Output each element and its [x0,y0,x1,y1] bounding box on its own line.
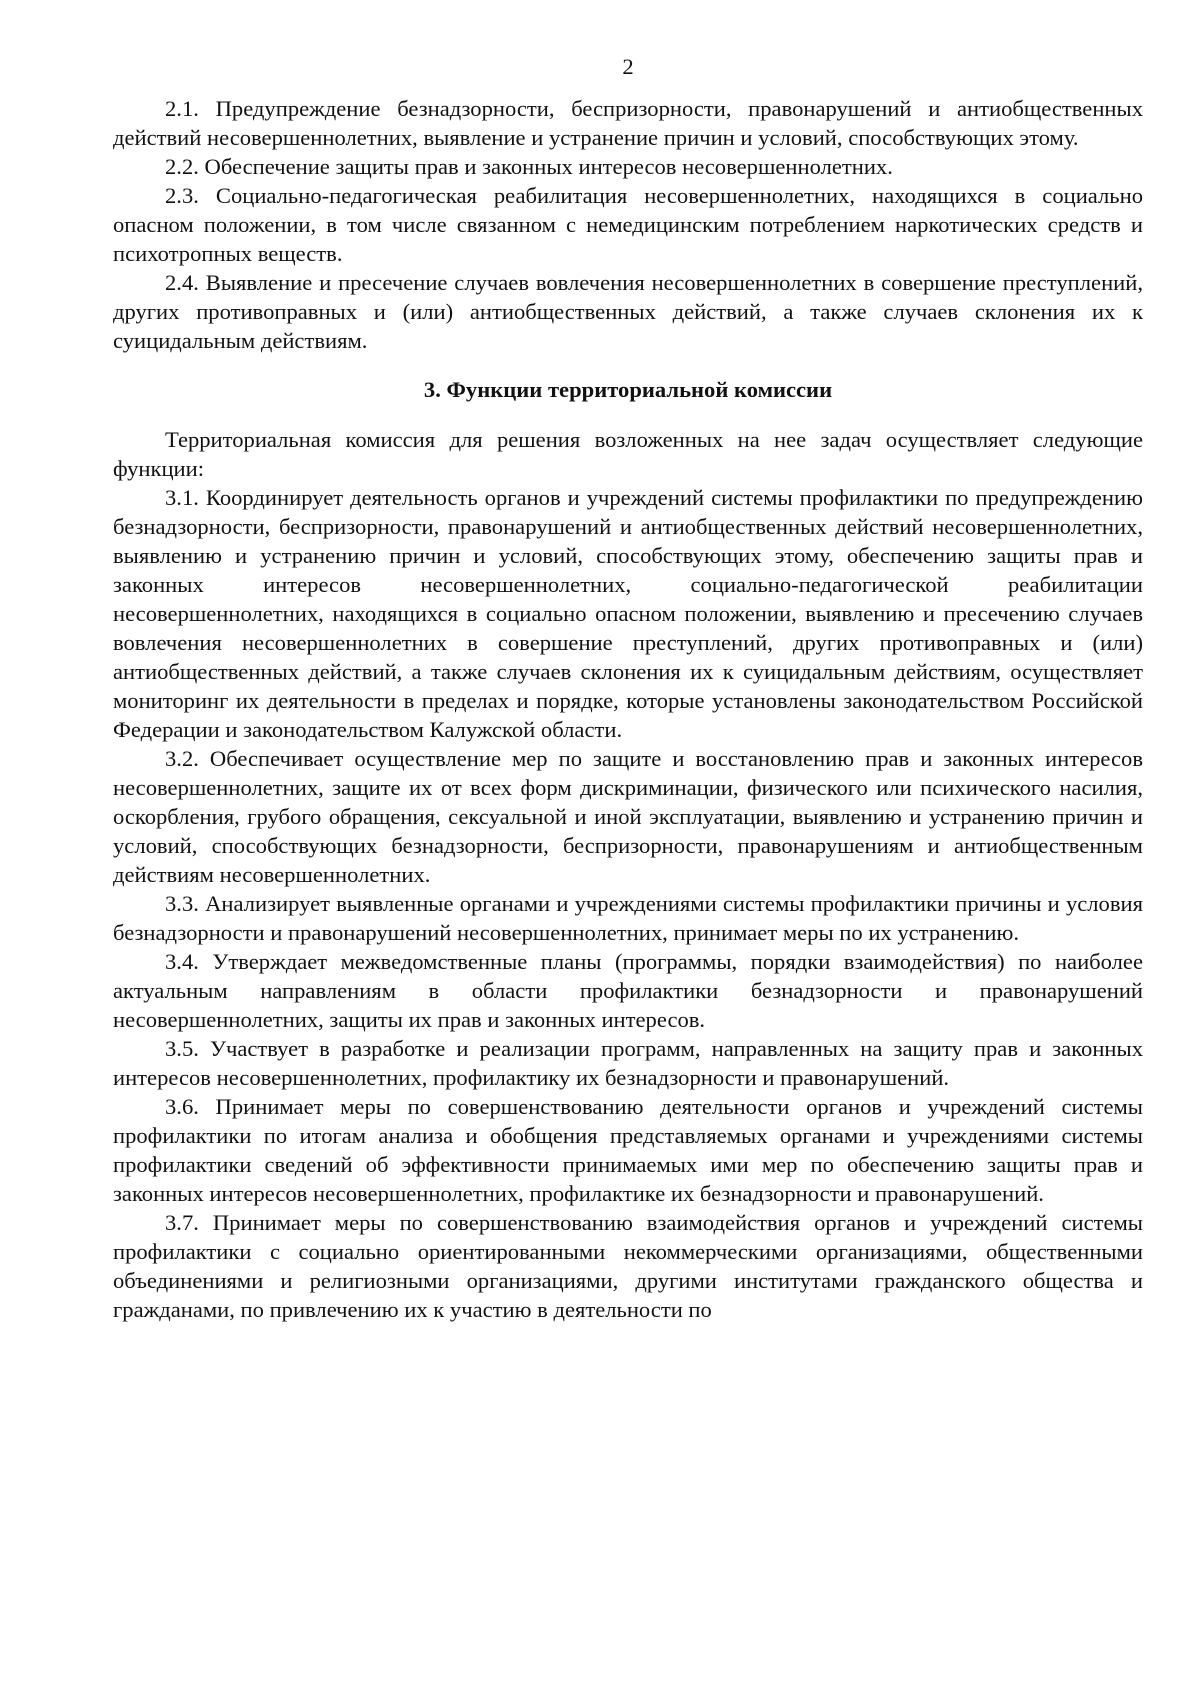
paragraph-3-2: 3.2. Обеспечивает осуществление мер по защите и восстановлению прав и законных интересов несовершеннолетних, защите их от всех форм дискриминации, физического или психического насилия, оскорбления, грубого обращения, сексуальной и иной эксплуатации, выявлению и устранению причин и условий, способствующих безнадзорности, беспризорности, правонарушениям и антиобщественным действиям несовершеннолетних. [113,746,1143,887]
page-number: 2 [622,54,634,79]
section-3-functions [113,375,1143,1324]
paragraph-3-6: 3.6. Принимает меры по совершенствованию деятельности органов и учреждений системы профилактики по итогам анализа и обобщения представляемых органами и учреждениями системы профилактики сведений об эффективности принимаемых ими мер по обеспечению защиты прав и законных интересов несовершеннолетних, профилактике их безнадзорности и правонарушений. [113,1094,1143,1206]
paragraph-2-1: 2.1. Предупреждение безнадзорности, беспризорности, правонарушений и антиобщественных действий несовершеннолетних, выявление и устранение причин и условий, способствующих этому. [113,96,1143,150]
paragraph-3-3: 3.3. Анализирует выявленные органами и учреждениями системы профилактики причины и условия безнадзорности и правонарушений несовершеннолетних, принимает меры по их устранению. [113,891,1143,945]
paragraph-2-2: 2.2. Обеспечение защиты прав и законных интересов несовершеннолетних. [165,154,893,179]
paragraph-3-5: 3.5. Участвует в разработке и реализации программ, направленных на защиту прав и законных интересов несовершеннолетних, профилактику их безнадзорности и правонарушений. [113,1036,1143,1090]
paragraph-2-3: 2.3. Социально-педагогическая реабилитация несовершеннолетних, находящихся в социально опасном положении, в том числе связанном с немедицинским потреблением наркотических средств и психотропных веществ. [113,183,1143,266]
section-3-heading: 3. Функции территориальной комиссии [423,377,833,402]
section-2-tasks [113,94,1143,355]
paragraph-3-1: 3.1. Координирует деятельность органов и учреждений системы профилактики по предупреждению безнадзорности, беспризорности, правонарушений и антиобщественных действий несовершеннолетних, выявлению и устранению причин и условий, способствующих этому, обеспечению защиты прав и законных интересов несовершеннолетних, социально-педагогической реабилитации несовершеннолетних, находящихся в социально опасном положении, выявлению и пресечению случаев вовлечения несовершеннолетних в совершение преступлений, других противоправных и (или) антиобщественных действий, а также случаев склонения их к суицидальным действиям, осуществляет мониторинг их деятельности в пределах и порядке, которые установлены законодательством Российской Федерации и законодательством Калужской области. [113,485,1143,742]
paragraph-3-4: 3.4. Утверждает межведомственные планы (программы, порядки взаимодействия) по наиболее актуальным направлениям в области профилактики безнадзорности и правонарушений несовершеннолетних, защиты их прав и законных интересов. [113,949,1143,1032]
section-3-intro: Территориальная комиссия для решения возложенных на нее задач осуществляет следующие функции: [113,427,1143,481]
paragraph-2-4: 2.4. Выявление и пресечение случаев вовлечения несовершеннолетних в совершение преступлений, других противоправных и (или) антиобщественных действий, а также случаев склонения их к суицидальным действиям. [113,270,1143,353]
document-page [113,52,1143,1324]
paragraph-3-7: 3.7. Принимает меры по совершенствованию взаимодействия органов и учреждений системы профилактики с социально ориентированными некоммерческими организациями, общественными объединениями и религиозными организациями, другими институтами гражданского общества и гражданами, по привлечению их к участию в деятельности по [113,1210,1143,1322]
